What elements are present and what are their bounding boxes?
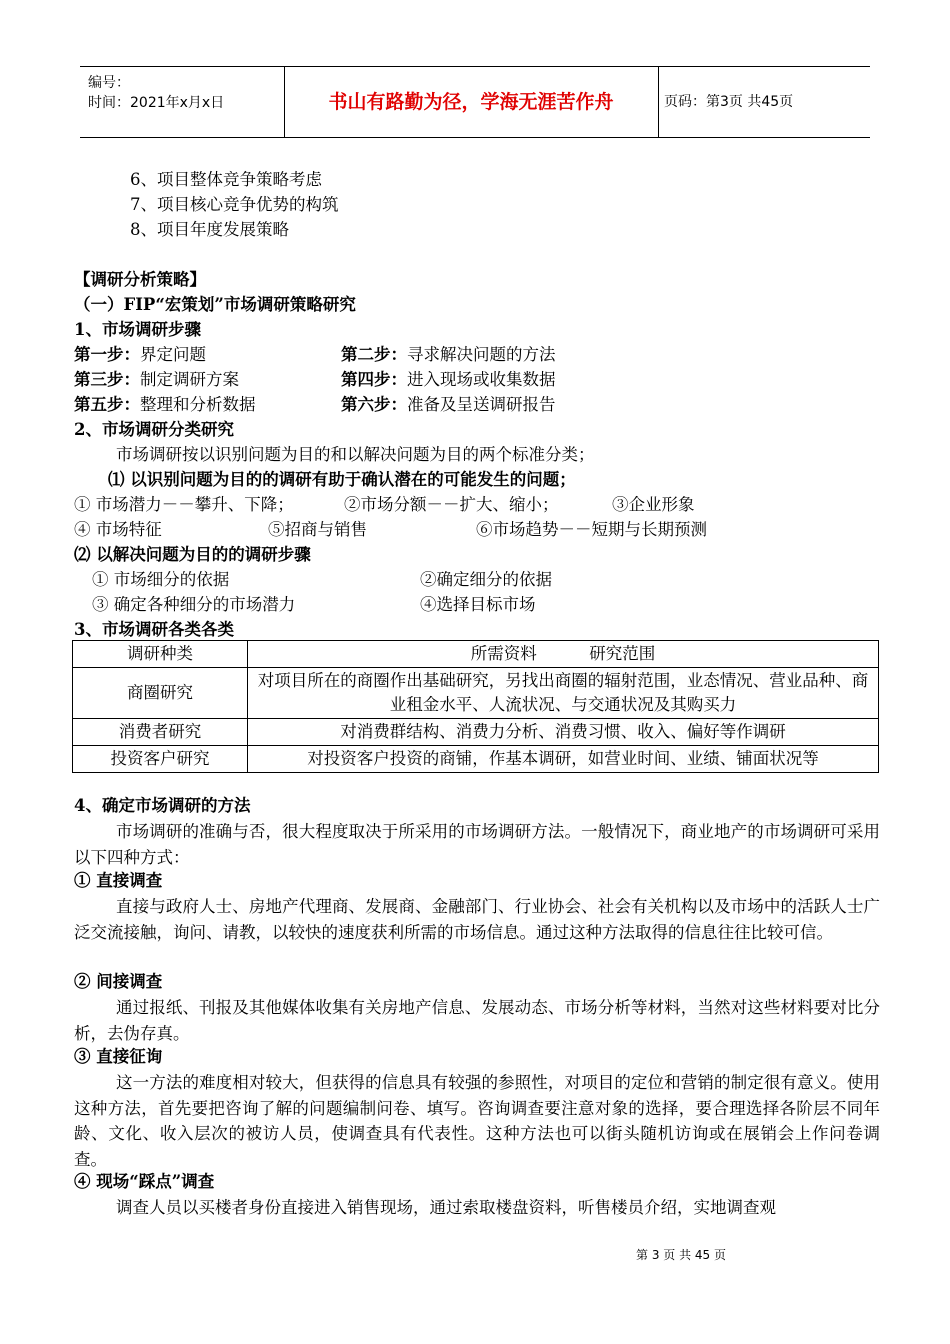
page-header [80, 66, 870, 138]
method-text: 这一方法的难度相对较大，但获得的信息具有较强的参照性，对项目的定位和营销的制定很有意义。使用这种方法，首先要把咨询了解的问题编制问卷、填写。咨询调查要注意对象的选择，要合理选择各阶层不同年龄、文化、收入层次的被访人员，使调查具有代表性。这种方法也可以街头随机访询或在展销会上作问卷调查。 [74, 1073, 880, 1169]
method-title: ③ 直接征询 [74, 1047, 163, 1066]
methods-intro: 市场调研的准确与否，很大程度取决于所采用的市场调研方法。一般情况下，商业地产的市场调研可采用以下四种方式： [74, 822, 880, 867]
classification-intro: 市场调研按以识别问题为目的和以解决问题为目的两个标准分类； [116, 445, 595, 464]
heading-classification: 2、市场调研分类研究 [74, 420, 234, 439]
table-row [73, 719, 879, 746]
step-item: 第六步：准备及呈送调研报告 [341, 395, 556, 414]
classification-item: ① 市场潜力－－攀升、下降； [74, 495, 294, 514]
classification-item: ④ 市场特征 [74, 520, 162, 539]
heading-steps: 1、市场调研步骤 [74, 320, 201, 339]
method-title: ① 直接调查 [74, 871, 163, 890]
table-header-cell: 所需资料 研究范围 [248, 641, 879, 668]
doc-date-label: 时间：2021年x月x日 [88, 95, 225, 111]
method-title: ② 间接调查 [74, 972, 163, 991]
step-item: 第二步：寻求解决问题的方法 [341, 345, 556, 364]
list-item: 6、项目整体竞争策略考虑 [130, 170, 322, 189]
classification-sub1: ⑴ 以识别问题为目的的调研有助于确认潜在的可能发生的问题； [108, 470, 576, 489]
method-title: ④ 现场“踩点”调查 [74, 1172, 215, 1191]
table-cell-desc: 对投资客户投资的商铺，作基本调研，如营业时间、业绩、铺面状况等 [248, 746, 879, 773]
classification-item: ③企业形象 [612, 495, 695, 514]
classification-item: ②市场分额－－扩大、缩小； [344, 495, 559, 514]
table-cell-type: 投资客户研究 [73, 746, 248, 773]
classification-item: ②确定细分的依据 [420, 570, 552, 589]
classification-item: ⑤招商与销售 [268, 520, 367, 539]
table-row [73, 668, 879, 719]
research-types-table [72, 640, 879, 773]
list-item: 8、项目年度发展策略 [130, 220, 289, 239]
heading-methods: 4、确定市场调研的方法 [74, 796, 251, 815]
classification-sub2: ⑵ 以解决问题为目的的调研步骤 [74, 545, 311, 564]
classification-item: ③ 确定各种细分的市场潜力 [92, 595, 296, 614]
table-cell-desc: 对消费群结构、消费力分析、消费习惯、收入、偏好等作调研 [248, 719, 879, 746]
table-row [73, 746, 879, 773]
method-text: 调查人员以买楼者身份直接进入销售现场，通过索取楼盘资料，听售楼员介绍，实地调查观 [116, 1198, 776, 1217]
step-item: 第三步：制定调研方案 [74, 370, 239, 389]
heading-research-types: 3、市场调研各类各类 [74, 620, 234, 639]
classification-item: ⑥市场趋势－－短期与长期预测 [476, 520, 707, 539]
step-item: 第一步：界定问题 [74, 345, 206, 364]
step-item: 第四步：进入现场或收集数据 [341, 370, 556, 389]
table-cell-desc: 对项目所在的商圈作出基础研究，另找出商圈的辐射范围，业态情况、营业品种、商业租金水平、人流状况、与交通状况及其购买力 [248, 668, 879, 719]
method-text: 直接与政府人士、房地产代理商、发展商、金融部门、行业协会、社会有关机构以及市场中的活跃人士广泛交流接触，询问、请教，以较快的速度获利所需的市场信息。通过这种方法取得的信息往往比较可信。 [74, 897, 880, 942]
header-meta [88, 73, 224, 113]
step-item: 第五步：整理和分析数据 [74, 395, 256, 414]
method-text: 通过报纸、刊报及其他媒体收集有关房地产信息、发展动态、市场分析等材料，当然对这些材料要对比分析，去伪存真。 [74, 998, 880, 1043]
classification-item: ① 市场细分的依据 [92, 570, 230, 589]
doc-number-label: 编号： [88, 75, 130, 91]
header-page-number: 页码：第3页 共45页 [664, 94, 794, 110]
list-item: 7、项目核心竞争优势的构筑 [130, 195, 339, 214]
page-footer: 第 3 页 共 45 页 [636, 1248, 726, 1262]
classification-item: ④选择目标市场 [420, 595, 536, 614]
header-divider [658, 67, 659, 137]
section-title: 【调研分析策略】 [74, 270, 206, 289]
table-header-cell: 调研种类 [73, 641, 248, 668]
table-cell-type: 商圈研究 [73, 668, 248, 719]
sub-title: （一）FIP“宏策划”市场调研策略研究 [74, 295, 356, 314]
header-motto: 书山有路勤为径，学海无涯苦作舟 [328, 91, 614, 113]
table-header-row [73, 641, 879, 668]
table-cell-type: 消费者研究 [73, 719, 248, 746]
